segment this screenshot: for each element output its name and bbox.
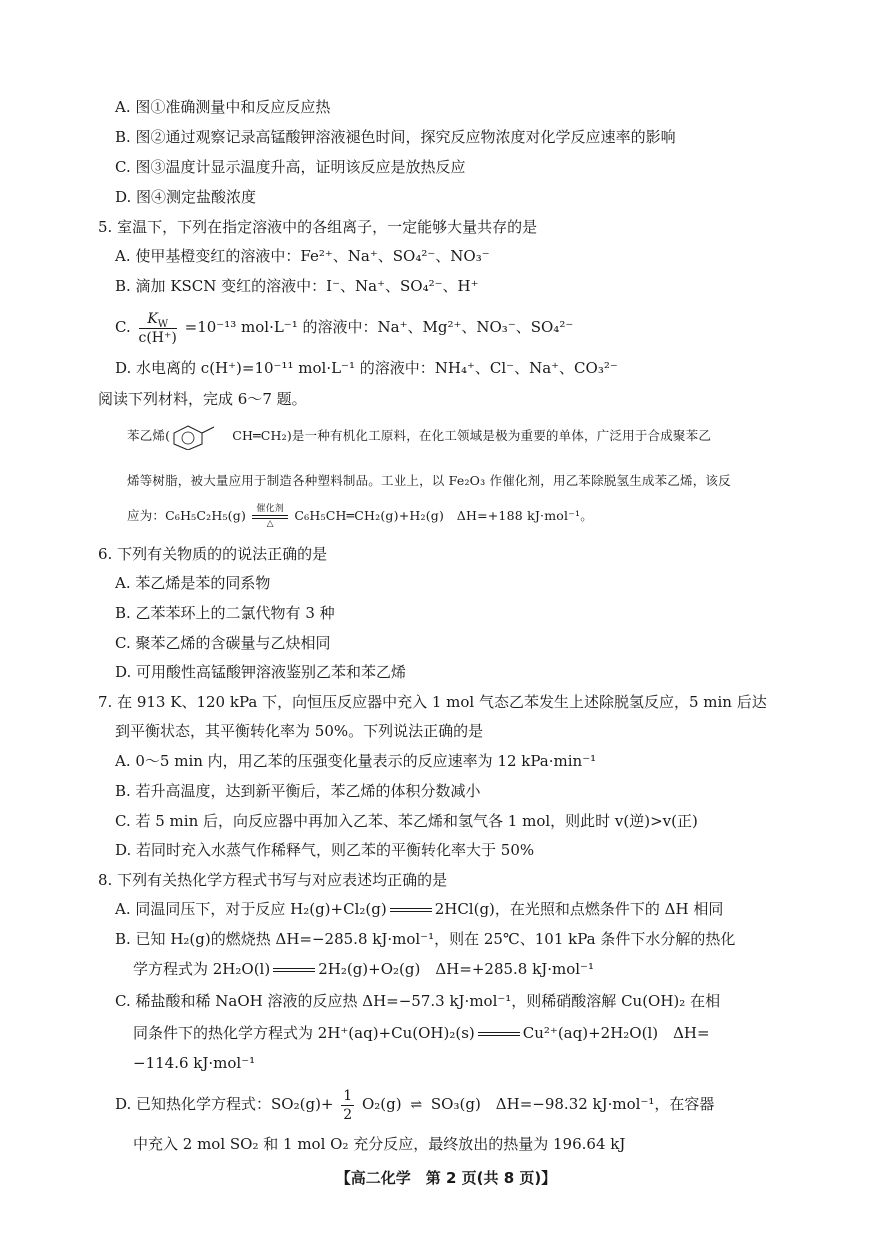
question-8-option-c: C. 稀盐酸和稀 NaOH 溶液的反应热 ΔH=−57.3 kJ·mol⁻¹，则稀硝酸溶解 Cu(OH)₂ 在相 [115, 992, 721, 1010]
question-6-option-b: B. 乙苯苯环上的二氯代物有 3 种 [115, 604, 335, 622]
question-8-option-c-cont: 同条件下的热化学方程式为 2H⁺(aq)+Cu(OH)₂(s) Cu²⁺(aq)+2H₂O(l) ΔH= [133, 1024, 710, 1042]
question-8-option-d: D. 已知热化学方程式：SO₂(g)+ $\frac{1}{2}$ O₂(g) ⇌ SO₃(g) ΔH=−98.32 kJ·mol⁻¹，在容器 [115, 1084, 714, 1125]
benzene-ring-icon [170, 424, 232, 450]
fraction-denominator: c(H⁺) [138, 329, 177, 346]
question-8-option-d-cont: 中充入 2 mol SO₂ 和 1 mol O₂ 充分反应，最终放出的热量为 196.64 kJ [133, 1135, 626, 1153]
material-line-2: 烯等树脂，被大量应用于制造各种塑料制品。工业上，以 Fe₂O₃ 作催化剂，用乙苯除脱氢生成苯乙烯，该反 [127, 473, 731, 488]
question-5-option-a: A. 使甲基橙变红的溶液中：Fe²⁺、Na⁺、SO₄²⁻、NO₃⁻ [115, 247, 490, 265]
question-5-option-d: D. 水电离的 c(H⁺)=10⁻¹¹ mol·L⁻¹ 的溶液中：NH₄⁺、Cl⁻、Na⁺、CO₃²⁻ [115, 359, 618, 377]
question-6-option-a: A. 苯乙烯是苯的同系物 [115, 574, 271, 592]
question-6-stem: 6. 下列有关物质的的说法正确的是 [98, 545, 328, 563]
question-7-stem: 7. 在 913 K、120 kPa 下，向恒压反应器中充入 1 mol 气态乙苯发生上述除脱氢反应，5 min 后达 [98, 693, 767, 711]
fraction-numerator: $K_W$ [139, 310, 177, 329]
option-line: A. 图①准确测量中和反应反应热 [115, 98, 331, 116]
question-7-option-a: A. 0～5 min 内，用乙苯的压强变化量表示的反应速率为 12 kPa·min⁻¹ [115, 752, 597, 770]
question-5-option-b: B. 滴加 KSCN 变红的溶液中：I⁻、Na⁺、SO₄²⁻、H⁺ [115, 277, 479, 295]
reversible-catalyst-arrow: 催化剂 △ [252, 505, 288, 529]
question-5-stem: 5. 室温下，下列在指定溶液中的各组离子，一定能够大量共存的是 [98, 218, 538, 236]
question-7-stem-cont: 到平衡状态，其平衡转化率为 50%。下列说法正确的是 [115, 722, 484, 740]
option-line: B. 图②通过观察记录高锰酸钾溶液褪色时间，探究反应物浓度对化学反应速率的影响 [115, 128, 676, 146]
option-line: D. 图④测定盐酸浓度 [115, 188, 257, 206]
question-8-option-b: B. 已知 H₂(g)的燃烧热 ΔH=−285.8 kJ·mol⁻¹，则在 25℃、101 kPa 条件下水分解的热化 [115, 930, 736, 948]
reversible-arrow-icon: ⇌ [410, 1097, 423, 1113]
question-7-option-d: D. 若同时充入水蒸气作稀释气，则乙苯的平衡转化率大于 50% [115, 841, 535, 859]
reading-instruction: 阅读下列材料，完成 6～7 题。 [98, 390, 307, 408]
equals-arrow [390, 908, 432, 912]
material-line-1: 苯乙烯( CH═CH₂)是一种有机化工原料，在化工领域是极为重要的单体，广泛用于合成聚苯乙 [127, 423, 711, 450]
question-6-option-d: D. 可用酸性高锰酸钾溶液鉴别乙苯和苯乙烯 [115, 663, 407, 681]
question-7-option-c: C. 若 5 min 后，向反应器中再加入乙苯、苯乙烯和氢气各 1 mol，则此时 v(逆)>v(正) [115, 812, 698, 830]
page-footer: 【高二化学 第 2 页(共 8 页)】 [335, 1169, 557, 1187]
option-text: =10⁻¹³ mol·L⁻¹ 的溶液中：Na⁺、Mg²⁺、NO₃⁻、SO₄²⁻ [184, 318, 574, 336]
vinyl-group: CH═CH₂ [232, 428, 287, 443]
question-5-option-c [115, 307, 573, 347]
option-line: C. 图③温度计显示温度升高，证明该反应是放热反应 [115, 158, 466, 176]
question-8-option-b-cont: 学方程式为 2H₂O(l) 2H₂(g)+O₂(g) ΔH=+285.8 kJ·mol⁻¹ [133, 960, 594, 978]
question-7-option-b: B. 若升高温度，达到新平衡后，苯乙烯的体积分数减小 [115, 782, 481, 800]
question-8-option-a: A. 同温同压下，对于反应 H₂(g)+Cl₂(g) 2HCl(g)，在光照和点燃条件下的 ΔH 相同 [115, 900, 724, 918]
question-8-stem: 8. 下列有关热化学方程式书写与对应表述均正确的是 [98, 871, 448, 889]
material-line-3: 应为：C₆H₅C₂H₅(g) 催化剂 △ C₆H₅CH═CH₂(g)+H₂(g) ΔH=+188 kJ·mol⁻¹。 [127, 503, 593, 529]
question-6-option-c: C. 聚苯乙烯的含碳量与乙炔相同 [115, 634, 331, 652]
question-8-option-c-cont2: −114.6 kJ·mol⁻¹ [133, 1054, 256, 1072]
equals-arrow [273, 968, 315, 972]
option-label: C. [115, 318, 131, 336]
equals-arrow [478, 1032, 520, 1036]
half-fraction: $\frac{1}{2}$ [343, 1087, 353, 1123]
kw-fraction [139, 310, 177, 347]
